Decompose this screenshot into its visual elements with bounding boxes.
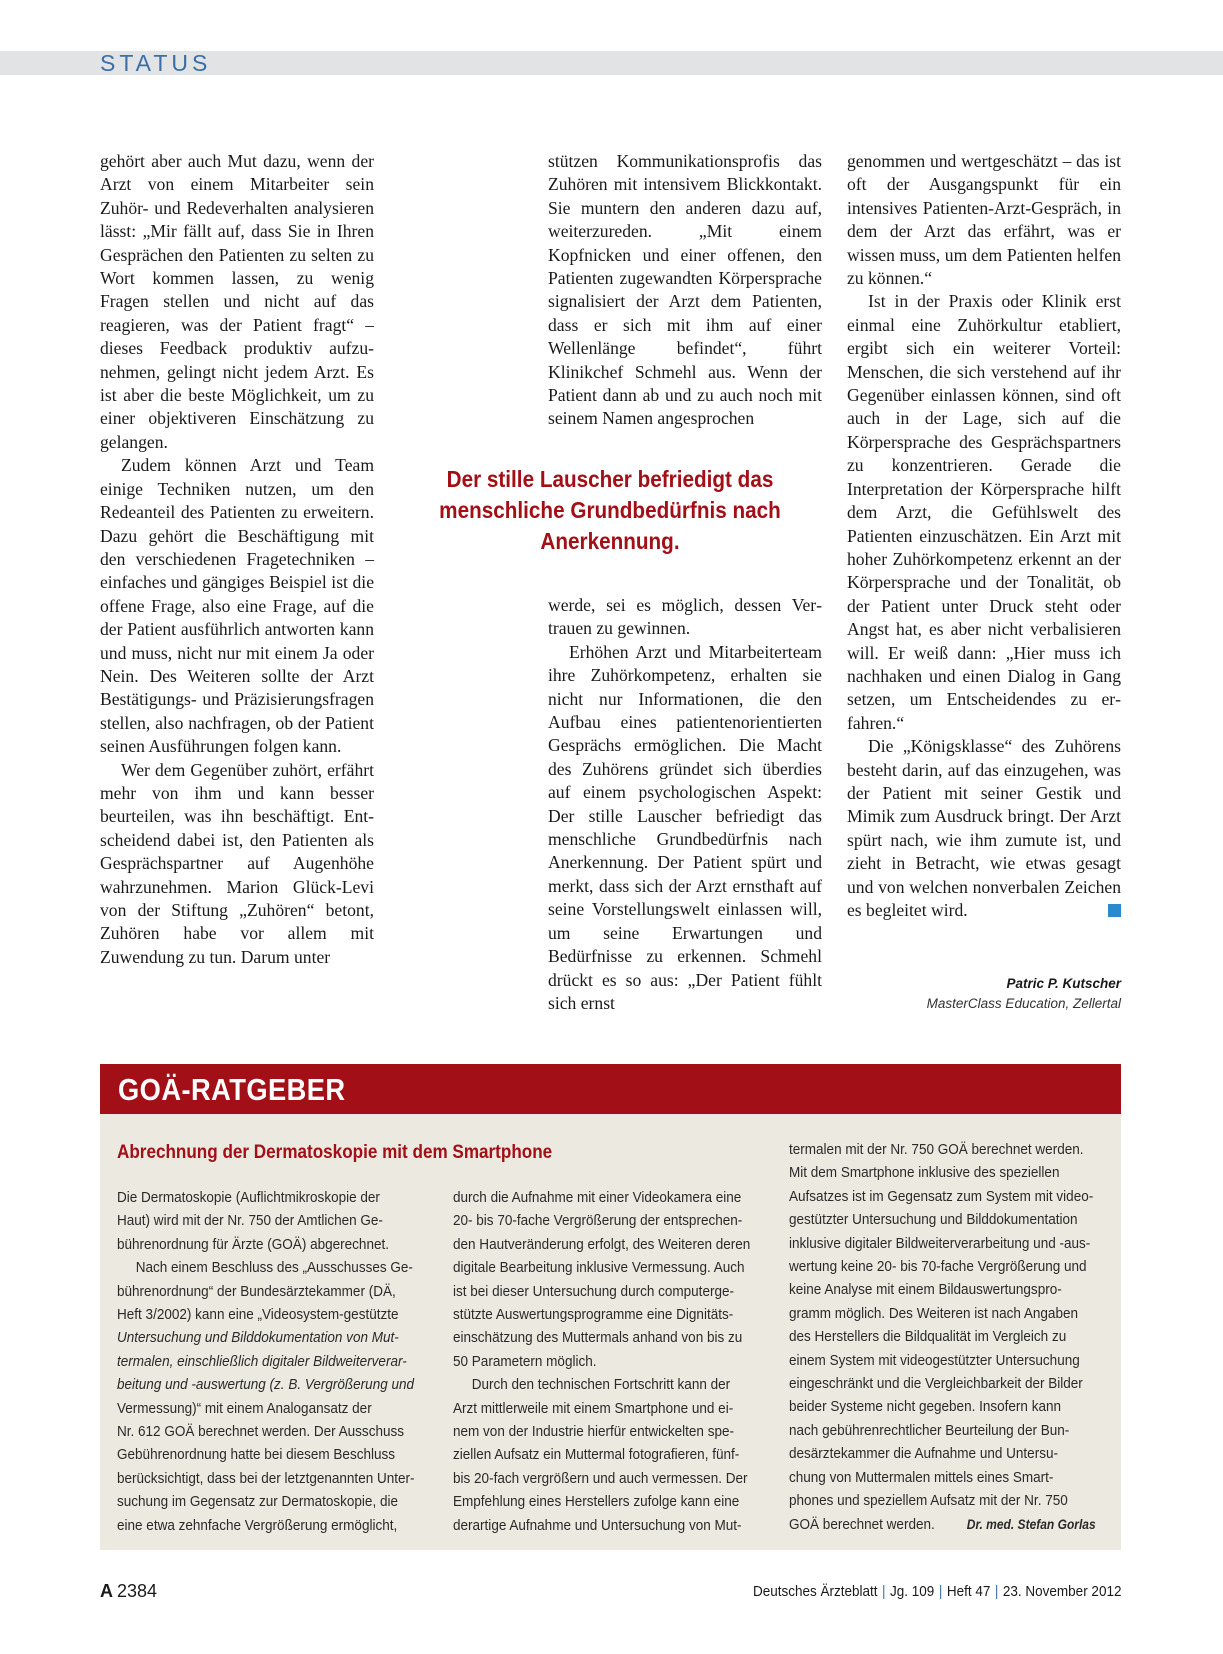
text-line: Nr. 612 GOÄ berechnet werden. Der Ausschuss <box>117 1423 405 1441</box>
divider: | <box>881 1583 886 1600</box>
paragraph: stützen Kommunikationsprofis das Zuhören mit intensivem Blickkontakt. Sie muntern den anderen dazu auf, weiterzureden. „Mit einem Kopfnicken und einer offenen, den Patienten zugewandten Körpersprache signalisiert der Arzt dem Patienten, dass er sich mit ihm auf einer Wellenlänge befindet“, führt Klinikchef Schmehl aus. Wenn der Patient dann ab und zu auch noch mit seinem Namen angesprochen <box>548 151 822 429</box>
paragraph-final <box>847 735 1121 922</box>
divider: | <box>938 1583 942 1600</box>
text-line: Vermessung)“ mit einem Analogansatz der <box>117 1399 372 1417</box>
page-prefix: A <box>100 1581 113 1601</box>
article-column-2-top <box>548 150 822 431</box>
text-line: Haut) wird mit der Nr. 750 der Amtlichen Ge- <box>117 1212 383 1230</box>
paragraph: gehört aber auch Mut dazu, wenn der Arzt von einem Mitarbeiter sein Zuhör- und Redeverhalten analysieren lässt: „Mir fällt auf, dass Sie in Ihren Gesprächen den Patienten zu selten zu Wort kommen lassen, zu wenig Fragen stellen und nicht auf das reagieren, was der Patient fragt“ – dieses Feedback produktiv aufzunehmen, gelingt nicht jedem Arzt. Es ist aber die beste Möglichkeit, um zu einer objektiveren Einschätzung zu gelangen. <box>100 151 374 452</box>
author-affiliation: MasterClass Education, Zellertal <box>926 996 1121 1011</box>
article-author <box>847 974 1121 1014</box>
text-line: keine Analyse mit einem Bildauswertungspro- <box>789 1281 1062 1299</box>
article-column-1 <box>100 150 374 969</box>
text-line: nem von der Industrie hierfür entwickelten spe- <box>453 1423 735 1441</box>
text-line: 20- bis 70-fache Vergrößerung der entsprechen- <box>453 1212 743 1230</box>
goae-subtitle: Abrechnung der Dermatoskopie mit dem Smartphone <box>117 1142 553 1163</box>
paragraph: Erhöhen Arzt und Mitarbeiterteam ihre Zuhörkompetenz, erhalten sie nicht nur Informationen, die den Aufbau eines patientenorientierten Gesprächs ermöglichen. Die Macht des Zuhörens gründet sich überdies auf einem psychologischen Aspekt: Der stille Lauscher befriedigt das menschliche Grundbedürfnis nach Anerkennung. Der Patient spürt und merkt, dass sich der Arzt ernsthaft auf seine Vorstellungswelt einlassen will, um seine Erwartungen und Bedürfnisse zu erkennen. Schmehl drückt es so aus: „Der Patient fühlt sich ernst <box>548 641 822 1013</box>
text-line: inklusive digitaler Bildweiterverarbeitung und -aus- <box>789 1234 1091 1252</box>
text-line: wertung keine 20- bis 70-fache Vergrößerung und <box>789 1258 1087 1276</box>
journal-volume: Jg. 109 <box>889 1583 934 1600</box>
text-line: den Hautveränderung erfolgt, des Weiteren deren <box>453 1235 751 1253</box>
paragraph-text: Die „Königsklasse“ des Zuhörens besteht darin, auf das einzugehen, was der Patient mit seiner Gestik und Mimik zum Ausdruck bringt. Der Arzt spürt nach, wie ihm zumute ist, und zieht in Betracht, wie etwas gesagt und von welchen nonverbalen Zeichen es begleitet wird. <box>847 736 1121 920</box>
page-number <box>100 1579 157 1603</box>
goae-column-3 <box>789 1138 1109 1536</box>
text-line: nach gebührenrechtlicher Beurteilung der Bun- <box>789 1421 1070 1439</box>
text-line: Gebührenordnung hatte bei diesem Beschluss <box>117 1446 396 1464</box>
paragraph: Wer dem Gegenüber zuhört, erfährt mehr von ihm und kann besser beurteilen, was ihn beschäftigt. Entscheidend dabei ist, den Patienten als Gesprächspartner auf Augenhöhe wahrzunehmen. Marion Glück-Levi von der Stiftung „Zuhören“ betont, Zuhören habe vor allem mit Zuwendung zu tun. Darum unter <box>100 759 374 967</box>
pull-quote: Der stille Lauscher befriedigt das menschliche Grundbedürfnis nach Anerkennung. <box>439 466 781 554</box>
text-line: bührenordnung für Ärzte (GOÄ) abgerechnet. <box>117 1235 390 1253</box>
text-line: Mit dem Smartphone inklusive des speziellen <box>789 1164 1060 1182</box>
text-line: derartige Aufnahme und Untersuchung von Mut- <box>453 1516 742 1534</box>
goae-title: GOÄ-RATGEBER <box>118 1072 346 1107</box>
text-line: bis 20-fach vergrößern und auch vermessen. Der <box>453 1469 748 1487</box>
journal-issue: Heft 47 <box>946 1583 990 1600</box>
goae-author: Dr. med. Stefan Gorlas <box>966 1516 1096 1532</box>
journal-name: Deutsches Ärzteblatt <box>752 1583 878 1600</box>
text-line: Arzt mittlerweile mit einem Smartphone und ei- <box>453 1399 734 1417</box>
author-name: Patric P. Kutscher <box>1006 976 1121 991</box>
footer-citation <box>752 1582 1121 1602</box>
text-line: suchung im Gegensatz zur Dermatoskopie, die <box>117 1493 399 1511</box>
paragraph: Zudem können Arzt und Team einige Techniken nutzen, um den Redeanteil des Patienten zu erweitern. Dazu gehört die Beschäftigung mit den verschiedenen Fragetechniken – einfaches und gängiges Beispiel ist die offene Frage, also eine Frage, auf die der Patient ausführlich antworten kann und muss, nicht nur mit einem Ja oder Nein. Des Weiteren sollte der Arzt Bestätigungs- und Präzisierungsfragen stellen, also nachfragen, ob der Patient seinen Ausführungen folgen kann. <box>100 455 374 757</box>
text-line: GOÄ berechnet werden. <box>789 1515 935 1533</box>
text-line: ist bei dieser Untersuchung durch computerge- <box>453 1282 735 1300</box>
text-line: Aufsatzes ist im Gegensatz zum System mit video- <box>789 1187 1094 1205</box>
text-line: Untersuchung und Bilddokumentation von Mut- <box>117 1329 399 1347</box>
text-line: beitung und -auswertung (z. B. Vergrößerung und <box>117 1376 415 1394</box>
goae-header-bar <box>100 1064 1121 1114</box>
goae-column-1 <box>117 1186 437 1537</box>
text-line: ziellen Aufsatz ein Muttermal fotografieren, fünf- <box>453 1446 740 1464</box>
text-line: beider Systeme nicht gegeben. Insofern kann <box>789 1398 1062 1416</box>
text-line: gramm möglich. Des Weiteren ist nach Angaben <box>789 1304 1079 1322</box>
section-label: STATUS <box>100 50 212 76</box>
text-line: eine etwa zehnfache Vergrößerung ermöglicht, <box>117 1516 398 1534</box>
end-mark-icon <box>1108 904 1121 917</box>
goae-column-2 <box>453 1186 773 1537</box>
page-number-value: 2384 <box>117 1581 158 1601</box>
text-line: stützte Auswertungsprogramme eine Dignitäts- <box>453 1306 734 1324</box>
goae-box <box>100 1064 1121 1550</box>
text-line: Nach einem Beschluss des „Ausschusses Ge- <box>135 1259 413 1277</box>
text-line: digitale Bearbeitung inklusive Vermessung. Auch <box>453 1259 745 1277</box>
text-line: Heft 3/2002) kann eine „Videosystem-gestützte <box>117 1306 399 1324</box>
paragraph: Ist in der Praxis oder Klinik erst einmal eine Zuhörkultur etabliert, ergibt sich ein weiterer Vorteil: Menschen, die sich verstehend auf ihr Gegenüber einlassen können, sind oft auch in der Lage, sich auf die Körpersprache des Gesprächspartners zu konzentrieren. Gerade die Interpretation der Körpersprache hilft dem Arzt, die Gefühlswelt des Patienten einzuschätzen. Ein Arzt mit hoher Zuhörkompetenz erkennt an der Körpersprache und der Tonalität, ob der Patient unter Druck steht oder Angst hat, es aber nicht verbalisieren will. Er weiß dann: „Hier muss ich nachhaken und einen Dialog in Gang setzen, um Entscheidendes zu erfahren.“ <box>847 291 1121 733</box>
text-line: desärztekammer die Aufnahme und Untersu- <box>789 1445 1058 1463</box>
text-line: chung von Muttermalen mittels eines Smart- <box>789 1468 1054 1486</box>
divider: | <box>994 1583 998 1600</box>
text-line: phones und speziellem Aufsatz mit der Nr. 750 <box>789 1492 1068 1510</box>
text-line: durch die Aufnahme mit einer Videokamera eine <box>453 1189 742 1206</box>
text-line: gestützter Untersuchung und Bilddokumentation <box>789 1211 1078 1229</box>
text-line: einschätzung des Muttermals anhand von bis zu <box>453 1329 743 1347</box>
text-line: Empfehlung eines Herstellers zufolge kann eine <box>453 1493 740 1511</box>
text-line: Durch den technischen Fortschritt kann der <box>471 1376 731 1394</box>
text-line: termalen, einschließlich digitaler Bildweiterverar- <box>117 1352 407 1370</box>
text-line-last <box>789 1513 1096 1536</box>
text-line: eingeschränkt und die Vergleichbarkeit der Bilder <box>789 1375 1083 1393</box>
paragraph: genommen und wertgeschätzt – das ist oft der Ausgangspunkt für ein intensives Patienten-Arzt-Gespräch, in dem der Arzt das erfährt, was er wissen muss, um dem Patienten helfen zu können.“ <box>847 151 1121 289</box>
text-line: des Herstellers die Bildqualität im Vergleich zu <box>789 1328 1067 1346</box>
text-line: einem System mit videogestützter Untersuchung <box>789 1351 1080 1369</box>
text-line: termalen mit der Nr. 750 GOÄ berechnet werden. <box>789 1141 1084 1158</box>
article-column-3 <box>847 150 1121 922</box>
text-line: Die Dermatoskopie (Auflichtmikroskopie der <box>117 1189 380 1206</box>
text-line: berücksichtigt, dass bei der letztgenannten Unter- <box>117 1469 415 1487</box>
journal-date: 23. November 2012 <box>1002 1583 1121 1600</box>
paragraph: werde, sei es möglich, dessen Vertrauen zu gewinnen. <box>548 595 822 639</box>
article-column-2-bottom <box>548 594 822 1015</box>
text-line: 50 Parametern möglich. <box>453 1352 597 1370</box>
text-line: bührenordnung“ der Bundesärztekammer (DÄ, <box>117 1282 396 1300</box>
